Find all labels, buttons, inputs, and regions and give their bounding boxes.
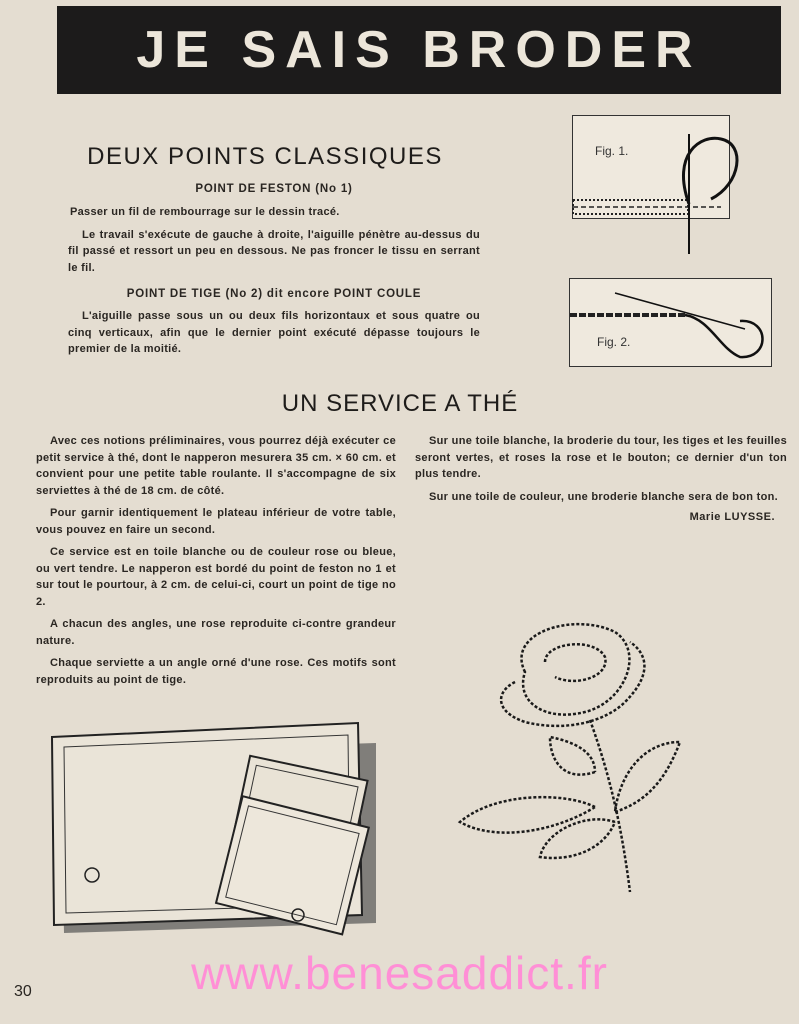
service-right-column [415,433,787,523]
page-number: 30 [14,983,32,1000]
figure-1 [572,115,730,219]
section-title-service-a-the: UN SERVICE A THÉ [281,390,519,417]
feston-heading: POINT DE FESTON (No 1) [195,183,353,195]
author: Marie LUYSSE. [689,511,775,523]
tige-stitch-illustration [570,279,771,366]
figure-1-label: Fig. 1. [595,144,629,158]
tige-paragraph: L'aiguille passe sous un ou deux fils horizontaux et sous quatre ou cinq verticaux, afin que le dernier point exécuté dépasse toujours le premier de la moitié. [68,310,480,355]
page-title: JE SAIS BRODER [136,21,702,79]
feston-paragraph: Le travail s'exécute de gauche à droite, l'aiguille pénètre au-dessus du fil passé et ressort un peu en dessous. Ne pas froncer le tissu en serrant le fil. [68,228,480,274]
watermark: www.benesaddict.fr [191,947,608,999]
rose-pattern-illustration [455,612,695,907]
body-paragraph: Chaque serviette a un angle orné d'une rose. Ces motifs sont reproduits au point de tige. [36,657,396,686]
figure-2 [569,278,772,367]
body-paragraph: Avec ces notions préliminaires, vous pourrez déjà exécuter ce petit service à thé, dont le napperon mesurera 35 cm. × 60 cm. et convient pour une petite table roulante. Il s'accompagne de six serviettes à thé de 18 cm. de côté. [36,435,396,497]
feston-stitch-illustration [571,114,771,264]
stitch-instructions [68,183,480,364]
body-paragraph: A chacun des angles, une rose reproduite ci-contre grandeur nature. [36,618,396,647]
feston-paragraph: Passer un fil de rembourrage sur le dessin tracé. [70,206,340,218]
tea-set-illustration [40,715,380,955]
body-paragraph: Ce service est en toile blanche ou de couleur rose ou bleue, ou vert tendre. Le napperon est bordé du point de feston no 1 et sur tout le pourtour, à 2 cm. de celui-ci, court un point de tige no 2. [36,546,396,608]
body-paragraph: Pour garnir identiquement le plateau inférieur de votre table, vous pouvez en faire un second. [36,507,396,536]
tige-heading: POINT DE TIGE (No 2) dit encore POINT COULE [126,288,422,300]
title-banner [57,6,781,94]
service-left-column [36,433,396,694]
figure-2-label: Fig. 2. [597,335,631,349]
body-paragraph: Sur une toile blanche, la broderie du tour, les tiges et les feuilles seront vertes, et roses la rose et le bouton; ce dernier d'un ton plus tendre. [415,435,787,480]
body-paragraph: Sur une toile de couleur, une broderie blanche sera de bon ton. [429,490,778,503]
section-title-deux-points: DEUX POINTS CLASSIQUES [87,143,443,170]
